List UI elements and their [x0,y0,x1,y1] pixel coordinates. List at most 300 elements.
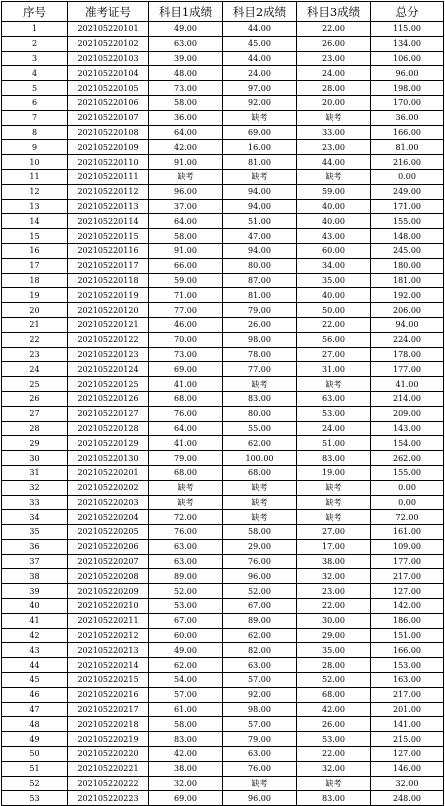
subject1-score-cell: 52.00 [149,584,223,599]
table-row [2,81,444,96]
subject2-score-cell: 81.00 [223,155,297,170]
total-score-cell: 109.00 [371,539,444,554]
total-score-cell: 32.00 [371,776,444,791]
table-row [2,125,444,140]
header-subject3-score: 科目3成绩 [297,2,371,22]
total-score-cell: 248.00 [371,791,444,806]
subject1-score-cell: 83.00 [149,732,223,747]
serial-number-cell: 36 [2,539,68,554]
exam-id-cell: 202105220110 [68,155,149,170]
table-row [2,184,444,199]
table-row [2,406,444,421]
total-score-cell: 36.00 [371,110,444,125]
serial-number-cell: 45 [2,673,68,688]
table-row [2,229,444,244]
serial-number-cell: 20 [2,303,68,318]
subject2-score-cell: 94.00 [223,184,297,199]
subject2-score-cell: 80.00 [223,406,297,421]
table-row [2,169,444,184]
subject3-score-cell: 35.00 [297,273,371,288]
total-score-cell: 215.00 [371,732,444,747]
table-row [2,332,444,347]
exam-id-cell: 202105220120 [68,303,149,318]
subject1-score-cell: 54.00 [149,673,223,688]
subject1-score-cell: 59.00 [149,273,223,288]
subject2-score-cell: 67.00 [223,599,297,614]
table-row [2,288,444,303]
table-row [2,554,444,569]
total-score-cell: 161.00 [371,525,444,540]
subject2-score-cell: 92.00 [223,95,297,110]
subject1-score-cell: 63.00 [149,36,223,51]
serial-number-cell: 15 [2,229,68,244]
serial-number-cell: 22 [2,332,68,347]
subject1-score-cell: 39.00 [149,51,223,66]
subject2-score-cell: 58.00 [223,525,297,540]
subject1-score-cell: 缺考 [149,495,223,510]
total-score-cell: 171.00 [371,199,444,214]
exam-id-cell: 202105220118 [68,273,149,288]
table-row [2,525,444,540]
serial-number-cell: 41 [2,613,68,628]
serial-number-cell: 5 [2,81,68,96]
subject1-score-cell: 96.00 [149,184,223,199]
total-score-cell: 180.00 [371,258,444,273]
subject1-score-cell: 79.00 [149,451,223,466]
exam-id-cell: 202105220116 [68,243,149,258]
subject3-score-cell: 26.00 [297,717,371,732]
exam-id-cell: 202105220129 [68,436,149,451]
exam-id-cell: 202105220211 [68,613,149,628]
subject2-score-cell: 76.00 [223,554,297,569]
serial-number-cell: 25 [2,377,68,392]
subject1-score-cell: 60.00 [149,628,223,643]
serial-number-cell: 26 [2,391,68,406]
serial-number-cell: 53 [2,791,68,806]
subject2-score-cell: 缺考 [223,776,297,791]
serial-number-cell: 31 [2,465,68,480]
header-total-score: 总分 [371,2,444,22]
subject1-score-cell: 77.00 [149,303,223,318]
subject2-score-cell: 94.00 [223,199,297,214]
table-row [2,273,444,288]
subject3-score-cell: 33.00 [297,125,371,140]
table-row [2,643,444,658]
exam-id-cell: 202105220119 [68,288,149,303]
subject2-score-cell: 87.00 [223,273,297,288]
total-score-cell: 127.00 [371,584,444,599]
table-row [2,539,444,554]
subject1-score-cell: 68.00 [149,465,223,480]
serial-number-cell: 37 [2,554,68,569]
subject2-score-cell: 63.00 [223,658,297,673]
subject2-score-cell: 26.00 [223,317,297,332]
subject2-score-cell: 80.00 [223,258,297,273]
serial-number-cell: 2 [2,36,68,51]
exam-id-cell: 202105220104 [68,66,149,81]
total-score-cell: 198.00 [371,81,444,96]
table-row [2,303,444,318]
subject2-score-cell: 62.00 [223,436,297,451]
subject1-score-cell: 71.00 [149,288,223,303]
subject2-score-cell: 82.00 [223,643,297,658]
serial-number-cell: 12 [2,184,68,199]
subject1-score-cell: 57.00 [149,687,223,702]
subject1-score-cell: 72.00 [149,510,223,525]
exam-id-cell: 202105220218 [68,717,149,732]
total-score-cell: 141.00 [371,717,444,732]
subject3-score-cell: 63.00 [297,391,371,406]
table-body [2,22,444,806]
subject3-score-cell: 30.00 [297,613,371,628]
exam-id-cell: 202105220103 [68,51,149,66]
serial-number-cell: 30 [2,451,68,466]
header-serial-number: 序号 [2,2,68,22]
exam-id-cell: 202105220221 [68,761,149,776]
total-score-cell: 153.00 [371,658,444,673]
table-row [2,761,444,776]
subject1-score-cell: 缺考 [149,169,223,184]
subject2-score-cell: 16.00 [223,140,297,155]
subject2-score-cell: 缺考 [223,169,297,184]
subject3-score-cell: 22.00 [297,599,371,614]
table-row [2,347,444,362]
subject3-score-cell: 44.00 [297,155,371,170]
exam-id-cell: 202105220207 [68,554,149,569]
total-score-cell: 262.00 [371,451,444,466]
subject3-score-cell: 40.00 [297,288,371,303]
serial-number-cell: 47 [2,702,68,717]
subject3-score-cell: 43.00 [297,229,371,244]
serial-number-cell: 6 [2,95,68,110]
subject3-score-cell: 40.00 [297,199,371,214]
subject3-score-cell: 35.00 [297,643,371,658]
exam-id-cell: 202105220122 [68,332,149,347]
total-score-cell: 72.00 [371,510,444,525]
serial-number-cell: 34 [2,510,68,525]
table-row [2,110,444,125]
subject3-score-cell: 缺考 [297,377,371,392]
serial-number-cell: 10 [2,155,68,170]
total-score-cell: 142.00 [371,599,444,614]
subject3-score-cell: 20.00 [297,95,371,110]
exam-id-cell: 202105220209 [68,584,149,599]
subject3-score-cell: 50.00 [297,303,371,318]
subject2-score-cell: 68.00 [223,465,297,480]
exam-id-cell: 202105220125 [68,377,149,392]
table-row [2,95,444,110]
exam-id-cell: 202105220205 [68,525,149,540]
serial-number-cell: 50 [2,747,68,762]
subject3-score-cell: 52.00 [297,673,371,688]
exam-id-cell: 202105220124 [68,362,149,377]
exam-id-cell: 202105220105 [68,81,149,96]
total-score-cell: 245.00 [371,243,444,258]
subject1-score-cell: 58.00 [149,229,223,244]
serial-number-cell: 49 [2,732,68,747]
exam-id-cell: 202105220208 [68,569,149,584]
subject3-score-cell: 83.00 [297,451,371,466]
subject2-score-cell: 51.00 [223,214,297,229]
exam-id-cell: 202105220113 [68,199,149,214]
serial-number-cell: 23 [2,347,68,362]
table-row [2,436,444,451]
table-row [2,66,444,81]
score-table [1,1,444,806]
subject1-score-cell: 63.00 [149,539,223,554]
table-row [2,687,444,702]
subject3-score-cell: 31.00 [297,362,371,377]
serial-number-cell: 11 [2,169,68,184]
subject3-score-cell: 缺考 [297,776,371,791]
total-score-cell: 151.00 [371,628,444,643]
subject3-score-cell: 60.00 [297,243,371,258]
serial-number-cell: 16 [2,243,68,258]
exam-id-cell: 202105220127 [68,406,149,421]
header-subject2-score: 科目2成绩 [223,2,297,22]
exam-id-cell: 202105220102 [68,36,149,51]
exam-id-cell: 202105220202 [68,480,149,495]
table-row [2,243,444,258]
table-row [2,36,444,51]
total-score-cell: 206.00 [371,303,444,318]
table-row [2,584,444,599]
subject3-score-cell: 27.00 [297,525,371,540]
subject3-score-cell: 56.00 [297,332,371,347]
table-row [2,214,444,229]
subject1-score-cell: 64.00 [149,125,223,140]
subject3-score-cell: 缺考 [297,510,371,525]
subject2-score-cell: 94.00 [223,243,297,258]
serial-number-cell: 42 [2,628,68,643]
total-score-cell: 192.00 [371,288,444,303]
subject2-score-cell: 100.00 [223,451,297,466]
header-subject1-score: 科目1成绩 [149,2,223,22]
subject2-score-cell: 98.00 [223,702,297,717]
total-score-cell: 0.00 [371,480,444,495]
table-row [2,599,444,614]
subject2-score-cell: 97.00 [223,81,297,96]
exam-id-cell: 202105220130 [68,451,149,466]
table-row [2,140,444,155]
subject2-score-cell: 缺考 [223,110,297,125]
subject1-score-cell: 68.00 [149,391,223,406]
table-row [2,658,444,673]
serial-number-cell: 29 [2,436,68,451]
subject1-score-cell: 91.00 [149,155,223,170]
subject3-score-cell: 32.00 [297,569,371,584]
table-row [2,451,444,466]
subject3-score-cell: 59.00 [297,184,371,199]
subject2-score-cell: 63.00 [223,747,297,762]
table-row [2,628,444,643]
serial-number-cell: 46 [2,687,68,702]
total-score-cell: 81.00 [371,140,444,155]
subject3-score-cell: 缺考 [297,110,371,125]
exam-id-cell: 202105220201 [68,465,149,480]
exam-id-cell: 202105220108 [68,125,149,140]
exam-id-cell: 202105220220 [68,747,149,762]
subject1-score-cell: 32.00 [149,776,223,791]
table-row [2,155,444,170]
subject3-score-cell: 24.00 [297,66,371,81]
total-score-cell: 201.00 [371,702,444,717]
exam-id-cell: 202105220210 [68,599,149,614]
serial-number-cell: 13 [2,199,68,214]
subject3-score-cell: 51.00 [297,436,371,451]
serial-number-cell: 1 [2,22,68,37]
subject1-score-cell: 67.00 [149,613,223,628]
serial-number-cell: 40 [2,599,68,614]
table-row [2,791,444,806]
serial-number-cell: 17 [2,258,68,273]
subject1-score-cell: 62.00 [149,658,223,673]
subject2-score-cell: 缺考 [223,377,297,392]
subject1-score-cell: 42.00 [149,747,223,762]
header-exam-id: 准考证号 [68,2,149,22]
subject2-score-cell: 缺考 [223,510,297,525]
total-score-cell: 177.00 [371,554,444,569]
exam-id-cell: 202105220204 [68,510,149,525]
total-score-cell: 181.00 [371,273,444,288]
exam-id-cell: 202105220212 [68,628,149,643]
total-score-cell: 106.00 [371,51,444,66]
total-score-cell: 166.00 [371,125,444,140]
subject1-score-cell: 53.00 [149,599,223,614]
subject2-score-cell: 24.00 [223,66,297,81]
serial-number-cell: 28 [2,421,68,436]
subject2-score-cell: 96.00 [223,791,297,806]
table-row [2,702,444,717]
subject1-score-cell: 38.00 [149,761,223,776]
header-row [2,2,444,22]
subject3-score-cell: 53.00 [297,406,371,421]
serial-number-cell: 44 [2,658,68,673]
exam-id-cell: 202105220115 [68,229,149,244]
subject2-score-cell: 77.00 [223,362,297,377]
serial-number-cell: 18 [2,273,68,288]
exam-id-cell: 202105220111 [68,169,149,184]
table-row [2,747,444,762]
exam-id-cell: 202105220114 [68,214,149,229]
total-score-cell: 216.00 [371,155,444,170]
total-score-cell: 163.00 [371,673,444,688]
total-score-cell: 217.00 [371,687,444,702]
subject2-score-cell: 44.00 [223,51,297,66]
table-row [2,362,444,377]
subject3-score-cell: 32.00 [297,761,371,776]
subject3-score-cell: 19.00 [297,465,371,480]
subject1-score-cell: 73.00 [149,347,223,362]
subject3-score-cell: 22.00 [297,747,371,762]
subject3-score-cell: 22.00 [297,317,371,332]
subject2-score-cell: 52.00 [223,584,297,599]
serial-number-cell: 24 [2,362,68,377]
exam-id-cell: 202105220206 [68,539,149,554]
subject2-score-cell: 55.00 [223,421,297,436]
total-score-cell: 0.00 [371,495,444,510]
subject3-score-cell: 缺考 [297,495,371,510]
subject1-score-cell: 缺考 [149,480,223,495]
subject1-score-cell: 66.00 [149,258,223,273]
subject2-score-cell: 92.00 [223,687,297,702]
subject3-score-cell: 23.00 [297,584,371,599]
serial-number-cell: 21 [2,317,68,332]
serial-number-cell: 38 [2,569,68,584]
table-row [2,776,444,791]
total-score-cell: 177.00 [371,362,444,377]
serial-number-cell: 33 [2,495,68,510]
subject2-score-cell: 缺考 [223,480,297,495]
subject2-score-cell: 78.00 [223,347,297,362]
subject3-score-cell: 53.00 [297,732,371,747]
subject2-score-cell: 96.00 [223,569,297,584]
subject3-score-cell: 23.00 [297,51,371,66]
subject1-score-cell: 42.00 [149,140,223,155]
serial-number-cell: 7 [2,110,68,125]
subject1-score-cell: 41.00 [149,436,223,451]
subject1-score-cell: 64.00 [149,421,223,436]
subject1-score-cell: 70.00 [149,332,223,347]
subject1-score-cell: 89.00 [149,569,223,584]
subject3-score-cell: 40.00 [297,214,371,229]
total-score-cell: 94.00 [371,317,444,332]
table-row [2,480,444,495]
exam-id-cell: 202105220112 [68,184,149,199]
subject2-score-cell: 44.00 [223,22,297,37]
subject2-score-cell: 29.00 [223,539,297,554]
exam-id-cell: 202105220215 [68,673,149,688]
subject2-score-cell: 83.00 [223,391,297,406]
total-score-cell: 186.00 [371,613,444,628]
subject2-score-cell: 缺考 [223,495,297,510]
subject1-score-cell: 41.00 [149,377,223,392]
total-score-cell: 170.00 [371,95,444,110]
subject2-score-cell: 89.00 [223,613,297,628]
exam-id-cell: 202105220214 [68,658,149,673]
total-score-cell: 155.00 [371,214,444,229]
serial-number-cell: 51 [2,761,68,776]
subject1-score-cell: 63.00 [149,554,223,569]
subject3-score-cell: 83.00 [297,791,371,806]
serial-number-cell: 43 [2,643,68,658]
subject3-score-cell: 缺考 [297,480,371,495]
subject2-score-cell: 81.00 [223,288,297,303]
total-score-cell: 155.00 [371,465,444,480]
total-score-cell: 143.00 [371,421,444,436]
total-score-cell: 209.00 [371,406,444,421]
total-score-cell: 217.00 [371,569,444,584]
subject1-score-cell: 49.00 [149,22,223,37]
total-score-cell: 127.00 [371,747,444,762]
table-row [2,317,444,332]
subject3-score-cell: 38.00 [297,554,371,569]
exam-id-cell: 202105220128 [68,421,149,436]
table-row [2,717,444,732]
table-row [2,495,444,510]
subject3-score-cell: 29.00 [297,628,371,643]
exam-id-cell: 202105220123 [68,347,149,362]
total-score-cell: 249.00 [371,184,444,199]
subject3-score-cell: 26.00 [297,36,371,51]
exam-id-cell: 202105220217 [68,702,149,717]
exam-id-cell: 202105220101 [68,22,149,37]
subject1-score-cell: 69.00 [149,791,223,806]
subject3-score-cell: 42.00 [297,702,371,717]
table-row [2,613,444,628]
subject1-score-cell: 58.00 [149,95,223,110]
subject2-score-cell: 69.00 [223,125,297,140]
